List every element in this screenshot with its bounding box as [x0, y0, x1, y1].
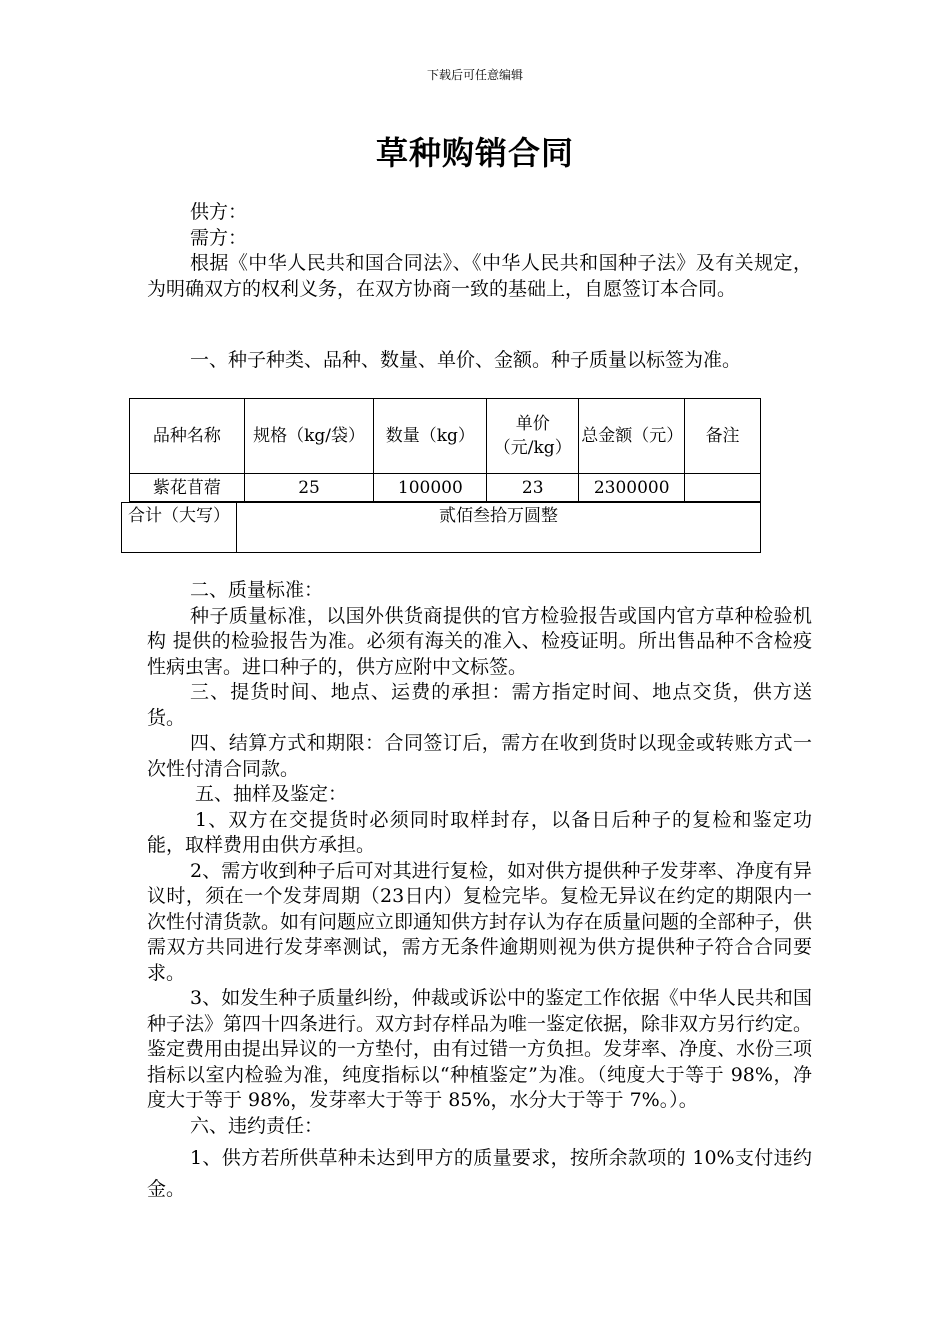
table-cell: 100000: [374, 474, 487, 502]
table-cell: [685, 474, 761, 502]
table-row: [130, 474, 761, 502]
table-header-cell: 品种名称: [130, 399, 245, 474]
goods-table: [129, 398, 761, 502]
table-header-cell: 数量（kg）: [374, 399, 487, 474]
total-value: 贰佰叁拾万圆整: [237, 503, 761, 553]
total-table: [121, 502, 761, 553]
terms-block: [147, 578, 812, 1205]
section6-title: 六、违约责任：: [190, 1114, 324, 1137]
document-title: 草种购销合同: [375, 134, 574, 172]
buyer-label: 需方：: [190, 226, 248, 249]
total-row: [122, 503, 761, 553]
section4: 四、结算方式和期限：合同签订后，需方在收到货时以现金或转账方式一次性付清合同款。: [147, 732, 812, 780]
table-header-cell: 总金额（元）: [579, 399, 685, 474]
intro-block: [147, 200, 812, 302]
table-cell: 25: [244, 474, 374, 502]
section5-item2: 2、需方收到种子后可对其进行复检，如对供方提供种子发芽率、净度有异议时，须在一个发芽周期（23日内）复检完毕。复检无异议在约定的期限内一次性付清货款。如有问题应立即通知供方封存认为存在质量问题的全部种子，供需双方共同进行发芽率测试，需方无条件逾期则视为供方提供种子符合合同要求。: [147, 859, 813, 984]
section1-block: [190, 348, 805, 374]
section5-item1: 1、双方在交提货时必须同时取样封存，以备日后种子的复检和鉴定功能，取样费用由供方承担。: [147, 808, 812, 856]
total-label: 合计（大写）: [122, 503, 237, 553]
section5-title: 五、抽样及鉴定：: [195, 783, 348, 805]
table-header-cell: 备注: [685, 399, 761, 474]
supplier-label: 供方：: [190, 201, 248, 223]
table-header-row: [130, 399, 761, 474]
section2-title: 二、质量标准：: [190, 579, 324, 601]
section1-heading: 一、种子种类、品种、数量、单价、金额。种子质量以标签为准。: [190, 349, 742, 371]
table-cell: 2300000: [579, 474, 685, 502]
section3: 三、提货时间、地点、运费的承担：需方指定时间、地点交货，供方送货。: [147, 681, 812, 729]
section6-item1: 1、供方若所供草种未达到甲方的质量要求，按所余款项的 10%支付违约金。: [147, 1147, 812, 1200]
header-note: 下载后可任意编辑: [426, 68, 523, 82]
table-header-cell: 单价（元/kg）: [487, 399, 579, 474]
table-cell: 紫花苜蓿: [130, 474, 245, 502]
section5-item3: 3、如发生种子质量纠纷，仲裁或诉讼中的鉴定工作依据《中华人民共和国种子法》第四十四条进行。双方封存样品为唯一鉴定依据，除非双方另行约定。鉴定费用由提出异议的一方垫付，由有过错一方负担。发芽率、净度、水份三项指标以室内检验为准，纯度指标以“种植鉴定”为准。（纯度大于等于 98%，净度大于等于 98%，发芽率大于等于 85%，水分大于等于 7%。）。: [147, 987, 813, 1111]
section2-body: 种子质量标准，以国外供货商提供的官方检验报告或国内官方草种检验机构 提供的检验报告为准。必须有海关的准入、检疫证明。所出售品种不含检疫性病虫害。进口种子的，供方应附中文标签。: [147, 604, 812, 678]
preamble-paragraph: 根据《中华人民共和国合同法》、《中华人民共和国种子法》及有关规定，为明确双方的权利义务，在双方协商一致的基础上，自愿签订本合同。: [147, 252, 812, 300]
table-header-cell: 规格（kg/袋）: [244, 399, 374, 474]
table-cell: 23: [487, 474, 579, 502]
